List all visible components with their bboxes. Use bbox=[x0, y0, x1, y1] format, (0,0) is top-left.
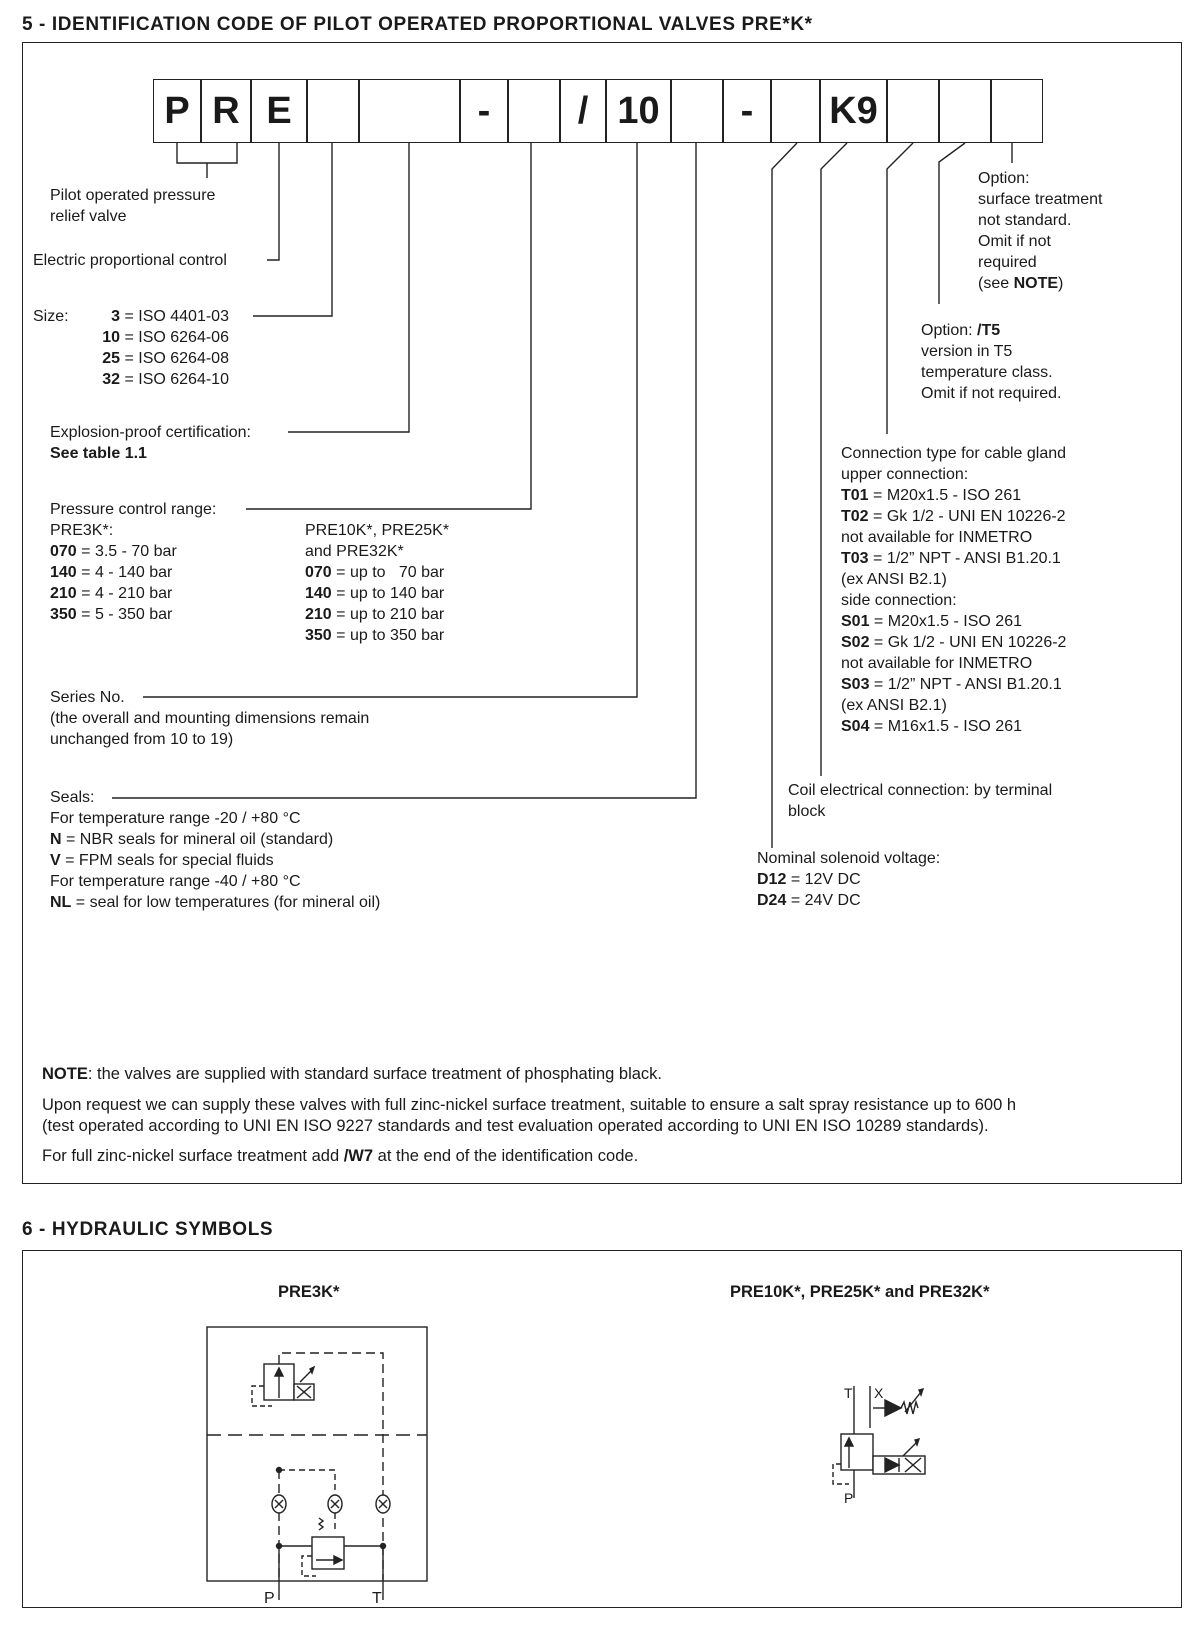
explosion-title: Explosion-proof certification: bbox=[50, 424, 251, 441]
pre3k-title: PRE3K*: bbox=[50, 522, 114, 539]
code-cell-dash-2: - bbox=[723, 79, 771, 143]
line-voltage bbox=[772, 143, 797, 848]
seals-range-1: For temperature range -20 / +80 °C bbox=[50, 810, 301, 827]
size-item bbox=[96, 348, 229, 369]
pre3k-text: = 4 - 140 bar bbox=[81, 564, 173, 581]
pre10k-text: = up to 210 bar bbox=[336, 606, 445, 623]
seals-n-code: N bbox=[50, 831, 62, 848]
port-x-label-right: X bbox=[874, 1385, 884, 1401]
label-seals bbox=[50, 787, 380, 913]
option-t5-prefix: Option: bbox=[921, 322, 978, 339]
code-cell-e: E bbox=[251, 79, 307, 143]
label-pilot bbox=[50, 185, 215, 227]
seals-v-text: = FPM seals for special fluids bbox=[65, 852, 274, 869]
section-5-title: 5 - IDENTIFICATION CODE OF PILOT OPERATED PROPORTIONAL VALVES PRE*K* bbox=[22, 14, 813, 35]
conn-text: = Gk 1/2 - UNI EN 10226-2 bbox=[873, 634, 1067, 651]
conn-text: = 1/2” NPT - ANSI B1.20.1 bbox=[873, 676, 1062, 693]
port-t-label-left: T bbox=[372, 1590, 382, 1607]
conn-side-title: side connection: bbox=[841, 592, 957, 609]
pre3k-code: 350 bbox=[50, 606, 77, 623]
line-size bbox=[253, 143, 332, 316]
seals-range-2: For temperature range -40 / +80 °C bbox=[50, 873, 301, 890]
zinc-prefix: For full zinc-nickel surface treatment add bbox=[42, 1147, 344, 1165]
pre3k-item bbox=[50, 541, 216, 562]
symbol-label-pre10k: PRE10K*, PRE25K* and PRE32K* bbox=[730, 1283, 990, 1301]
line-connection bbox=[887, 143, 913, 434]
code-cell-series: 10 bbox=[606, 79, 671, 143]
pressure-title: Pressure control range: bbox=[50, 501, 217, 518]
size-item bbox=[96, 369, 229, 390]
pre10k-item bbox=[305, 562, 449, 583]
seals-nl bbox=[50, 892, 380, 913]
line-pressure bbox=[246, 143, 531, 509]
conn-code: T02 bbox=[841, 508, 869, 525]
section-6-title: 6 - HYDRAULIC SYMBOLS bbox=[22, 1219, 274, 1240]
size-item bbox=[96, 327, 229, 348]
conn-code: S01 bbox=[841, 613, 870, 630]
size-text: = ISO 6264-10 bbox=[124, 371, 229, 388]
label-pilot-line-1: Pilot operated pressure bbox=[50, 187, 216, 204]
hydraulic-symbol-pre3k bbox=[200, 1320, 440, 1600]
option-t5-line: Omit if not required. bbox=[921, 385, 1062, 402]
size-list bbox=[96, 306, 229, 390]
pre3k-code: 140 bbox=[50, 564, 77, 581]
pre10k-code: 350 bbox=[305, 627, 332, 644]
conn-item bbox=[841, 632, 1066, 653]
label-coil bbox=[788, 780, 1052, 822]
explosion-see: See table 1.1 bbox=[50, 445, 147, 462]
option-surface-line: Option: bbox=[978, 170, 1030, 187]
label-explosion bbox=[50, 422, 251, 464]
conn-text: (ex ANSI B2.1) bbox=[841, 697, 947, 714]
size-text: = ISO 4401-03 bbox=[124, 308, 229, 325]
code-cell-slash: / bbox=[560, 79, 606, 143]
conn-code: T03 bbox=[841, 550, 869, 567]
conn-text: = M20x1.5 - ISO 261 bbox=[873, 487, 1022, 504]
conn-item bbox=[841, 716, 1066, 737]
pre10k-item bbox=[305, 604, 449, 625]
option-surface-line: not standard. bbox=[978, 212, 1072, 229]
see-close: ) bbox=[1058, 275, 1064, 292]
upon-request-line-2: (test operated according to UNI EN ISO 9227 standards and test evaluation operated according to UNI EN ISO 10289 standards). bbox=[42, 1117, 989, 1135]
option-t5-line: temperature class. bbox=[921, 364, 1053, 381]
label-voltage bbox=[757, 848, 940, 911]
port-p-label-right: P bbox=[844, 1490, 854, 1506]
code-cell-k9: K9 bbox=[820, 79, 887, 143]
voltage-code: D12 bbox=[757, 871, 787, 888]
series-title: Series No. bbox=[50, 689, 125, 706]
voltage-item bbox=[757, 890, 940, 911]
pre3k-text: = 4 - 210 bar bbox=[81, 585, 173, 602]
option-surface-see bbox=[978, 273, 1103, 294]
upon-request-line-1: Upon request we can supply these valves with full zinc-nickel surface treatment, suitable to ensure a salt spray resistance up to 600 h bbox=[42, 1096, 1017, 1114]
seals-nl-text: = seal for low temperatures (for mineral oil) bbox=[75, 894, 381, 911]
label-connection bbox=[841, 443, 1066, 737]
section-6-frame bbox=[22, 1250, 1182, 1608]
option-surface-line: required bbox=[978, 254, 1037, 271]
conn-item bbox=[841, 506, 1066, 527]
coil-line-2: block bbox=[788, 803, 826, 820]
conn-text: = Gk 1/2 - UNI EN 10226-2 bbox=[873, 508, 1066, 525]
conn-code: S03 bbox=[841, 676, 870, 693]
pre3k-text: = 5 - 350 bar bbox=[81, 606, 173, 623]
symbol-label-pre3k: PRE3K* bbox=[278, 1283, 340, 1301]
zinc-suffix: at the end of the identification code. bbox=[373, 1147, 639, 1165]
option-t5-code: /T5 bbox=[977, 322, 1001, 339]
option-surface-line: Omit if not bbox=[978, 233, 1051, 250]
seals-title: Seals: bbox=[50, 789, 95, 806]
note-zinc bbox=[42, 1146, 638, 1167]
pre3k-item bbox=[50, 604, 216, 625]
conn-text: not available for INMETRO bbox=[841, 529, 1033, 546]
code-cell-p: P bbox=[153, 79, 201, 143]
size-code: 32 bbox=[102, 371, 120, 388]
pre3k-code: 210 bbox=[50, 585, 77, 602]
size-code: 3 bbox=[111, 308, 120, 325]
series-text-1: (the overall and mounting dimensions remain bbox=[50, 710, 370, 727]
conn-item bbox=[841, 674, 1066, 695]
line-explosion bbox=[288, 143, 409, 432]
conn-item bbox=[841, 611, 1066, 632]
pre10k-text: = up to 70 bar bbox=[336, 564, 445, 581]
seals-nl-code: NL bbox=[50, 894, 72, 911]
note-label: NOTE bbox=[42, 1065, 88, 1083]
line-electric bbox=[267, 143, 279, 260]
size-text: = ISO 6264-08 bbox=[124, 350, 229, 367]
label-size: Size: bbox=[33, 308, 69, 325]
label-option-t5 bbox=[921, 320, 1062, 404]
label-pre10k bbox=[305, 520, 449, 646]
conn-text: = M16x1.5 - ISO 261 bbox=[873, 718, 1022, 735]
conn-code: T01 bbox=[841, 487, 869, 504]
conn-code: S02 bbox=[841, 634, 870, 651]
seals-n bbox=[50, 829, 380, 850]
port-p-label-left: P bbox=[264, 1590, 275, 1607]
seals-v-code: V bbox=[50, 852, 61, 869]
zinc-code: /W7 bbox=[343, 1147, 374, 1165]
pre3k-item bbox=[50, 583, 216, 604]
bracket-pilot bbox=[177, 143, 237, 163]
coil-line-1: Coil electrical connection: by terminal bbox=[788, 782, 1053, 799]
label-option-surface bbox=[978, 168, 1103, 294]
code-cell-r: R bbox=[201, 79, 251, 143]
note-upon-request bbox=[42, 1095, 1016, 1137]
conn-item bbox=[841, 485, 1066, 506]
label-pressure bbox=[50, 499, 216, 625]
option-t5-line: version in T5 bbox=[921, 343, 1013, 360]
pre10k-item bbox=[305, 625, 449, 646]
voltage-text: = 24V DC bbox=[790, 892, 861, 909]
pre10k-title-1: PRE10K*, PRE25K* bbox=[305, 522, 450, 539]
see-note: NOTE bbox=[1013, 275, 1059, 292]
conn-text: not available for INMETRO bbox=[841, 655, 1033, 672]
label-electric: Electric proportional control bbox=[33, 252, 227, 269]
pre10k-item bbox=[305, 583, 449, 604]
pre10k-code: 140 bbox=[305, 585, 332, 602]
hydraulic-symbol-pre10k bbox=[825, 1378, 945, 1508]
conn-text: = 1/2” NPT - ANSI B1.20.1 bbox=[873, 550, 1061, 567]
note-text: : the valves are supplied with standard surface treatment of phosphating black. bbox=[87, 1065, 663, 1083]
pre10k-title-2: and PRE32K* bbox=[305, 543, 404, 560]
conn-text: = M20x1.5 - ISO 261 bbox=[873, 613, 1022, 630]
size-item bbox=[96, 306, 229, 327]
pre10k-code: 070 bbox=[305, 564, 332, 581]
conn-text: (ex ANSI B2.1) bbox=[841, 571, 947, 588]
conn-title-2: upper connection: bbox=[841, 466, 969, 483]
pre3k-text: = 3.5 - 70 bar bbox=[81, 543, 177, 560]
pre10k-code: 210 bbox=[305, 606, 332, 623]
option-surface-line: surface treatment bbox=[978, 191, 1103, 208]
conn-code: S04 bbox=[841, 718, 870, 735]
label-pilot-line-2: relief valve bbox=[50, 208, 127, 225]
voltage-code: D24 bbox=[757, 892, 787, 909]
voltage-text: = 12V DC bbox=[790, 871, 861, 888]
code-cell-dash-1: - bbox=[460, 79, 508, 143]
pre10k-text: = up to 140 bar bbox=[336, 585, 445, 602]
port-t-label-right: T bbox=[844, 1385, 853, 1401]
series-text-2: unchanged from 10 to 19) bbox=[50, 731, 234, 748]
voltage-item bbox=[757, 869, 940, 890]
seals-n-text: = NBR seals for mineral oil (standard) bbox=[66, 831, 334, 848]
conn-item bbox=[841, 548, 1066, 569]
label-series bbox=[50, 687, 369, 750]
pre3k-code: 070 bbox=[50, 543, 77, 560]
seals-v bbox=[50, 850, 380, 871]
size-text: = ISO 6264-06 bbox=[124, 329, 229, 346]
size-code: 10 bbox=[102, 329, 120, 346]
voltage-title: Nominal solenoid voltage: bbox=[757, 850, 941, 867]
line-t5 bbox=[939, 143, 965, 304]
size-code: 25 bbox=[102, 350, 120, 367]
see-text: (see bbox=[978, 275, 1014, 292]
note-phosphating bbox=[42, 1064, 662, 1085]
option-t5-title bbox=[921, 320, 1062, 341]
pre10k-text: = up to 350 bar bbox=[336, 627, 445, 644]
conn-title-1: Connection type for cable gland bbox=[841, 445, 1067, 462]
pre3k-item bbox=[50, 562, 216, 583]
